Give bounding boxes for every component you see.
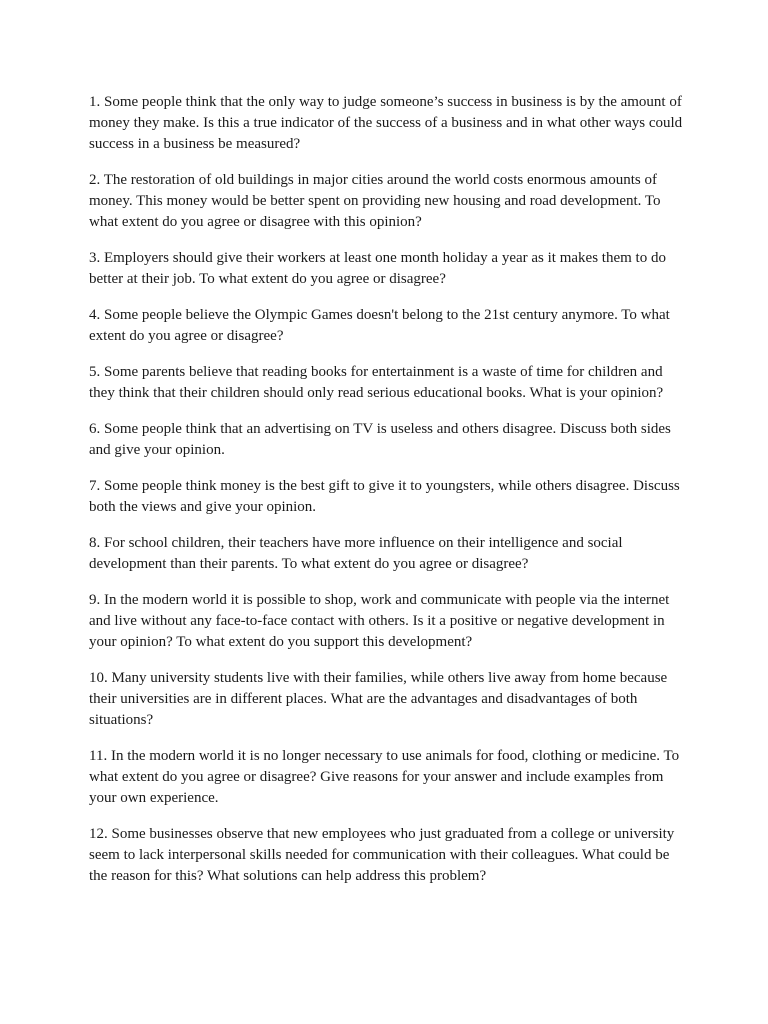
question-item: 12. Some businesses observe that new employees who just graduated from a college or university seem to lack interpersonal skills needed for communication with their colleagues. What could be the reason for this? What solutions can help address this problem? bbox=[89, 826, 675, 884]
question-item: 8. For school children, their teachers have more influence on their intelligence and social development than their parents. To what extent do you agree or disagree? bbox=[89, 535, 623, 572]
question-item: 4. Some people believe the Olympic Games doesn't belong to the 21st century anymore. To what extent do you agree or disagree? bbox=[89, 307, 670, 344]
question-list bbox=[89, 92, 689, 902]
question-item: 5. Some parents believe that reading books for entertainment is a waste of time for children and they think that their children should only read serious educational books. What is your opinion? bbox=[89, 364, 664, 401]
question-item: 10. Many university students live with their families, while others live away from home because their universities are in different places. What are the advantages and disadvantages of both situations? bbox=[89, 670, 668, 728]
question-item: 3. Employers should give their workers at least one month holiday a year as it makes them to do better at their job. To what extent do you agree or disagree? bbox=[89, 250, 666, 287]
question-item: 2. The restoration of old buildings in major cities around the world costs enormous amounts of money. This money would be better spent on providing new housing and road development. To what extent do you agree or disagree with this opinion? bbox=[89, 172, 661, 230]
question-item: 9. In the modern world it is possible to shop, work and communicate with people via the internet and live without any face-to-face contact with others. Is it a positive or negative development in your opinion? To what extent do you support this development? bbox=[89, 592, 670, 650]
question-item: 11. In the modern world it is no longer necessary to use animals for food, clothing or medicine. To what extent do you agree or disagree? Give reasons for your answer and include examples from your own experience. bbox=[89, 748, 680, 806]
question-item: 1. Some people think that the only way to judge someone’s success in business is by the amount of money they make. Is this a true indicator of the success of a business and in what other ways could success in a business be measured? bbox=[89, 94, 683, 152]
question-item: 7. Some people think money is the best gift to give it to youngsters, while others disagree. Discuss both the views and give your opinion. bbox=[89, 478, 680, 515]
question-item: 6. Some people think that an advertising on TV is useless and others disagree. Discuss both sides and give your opinion. bbox=[89, 421, 671, 458]
